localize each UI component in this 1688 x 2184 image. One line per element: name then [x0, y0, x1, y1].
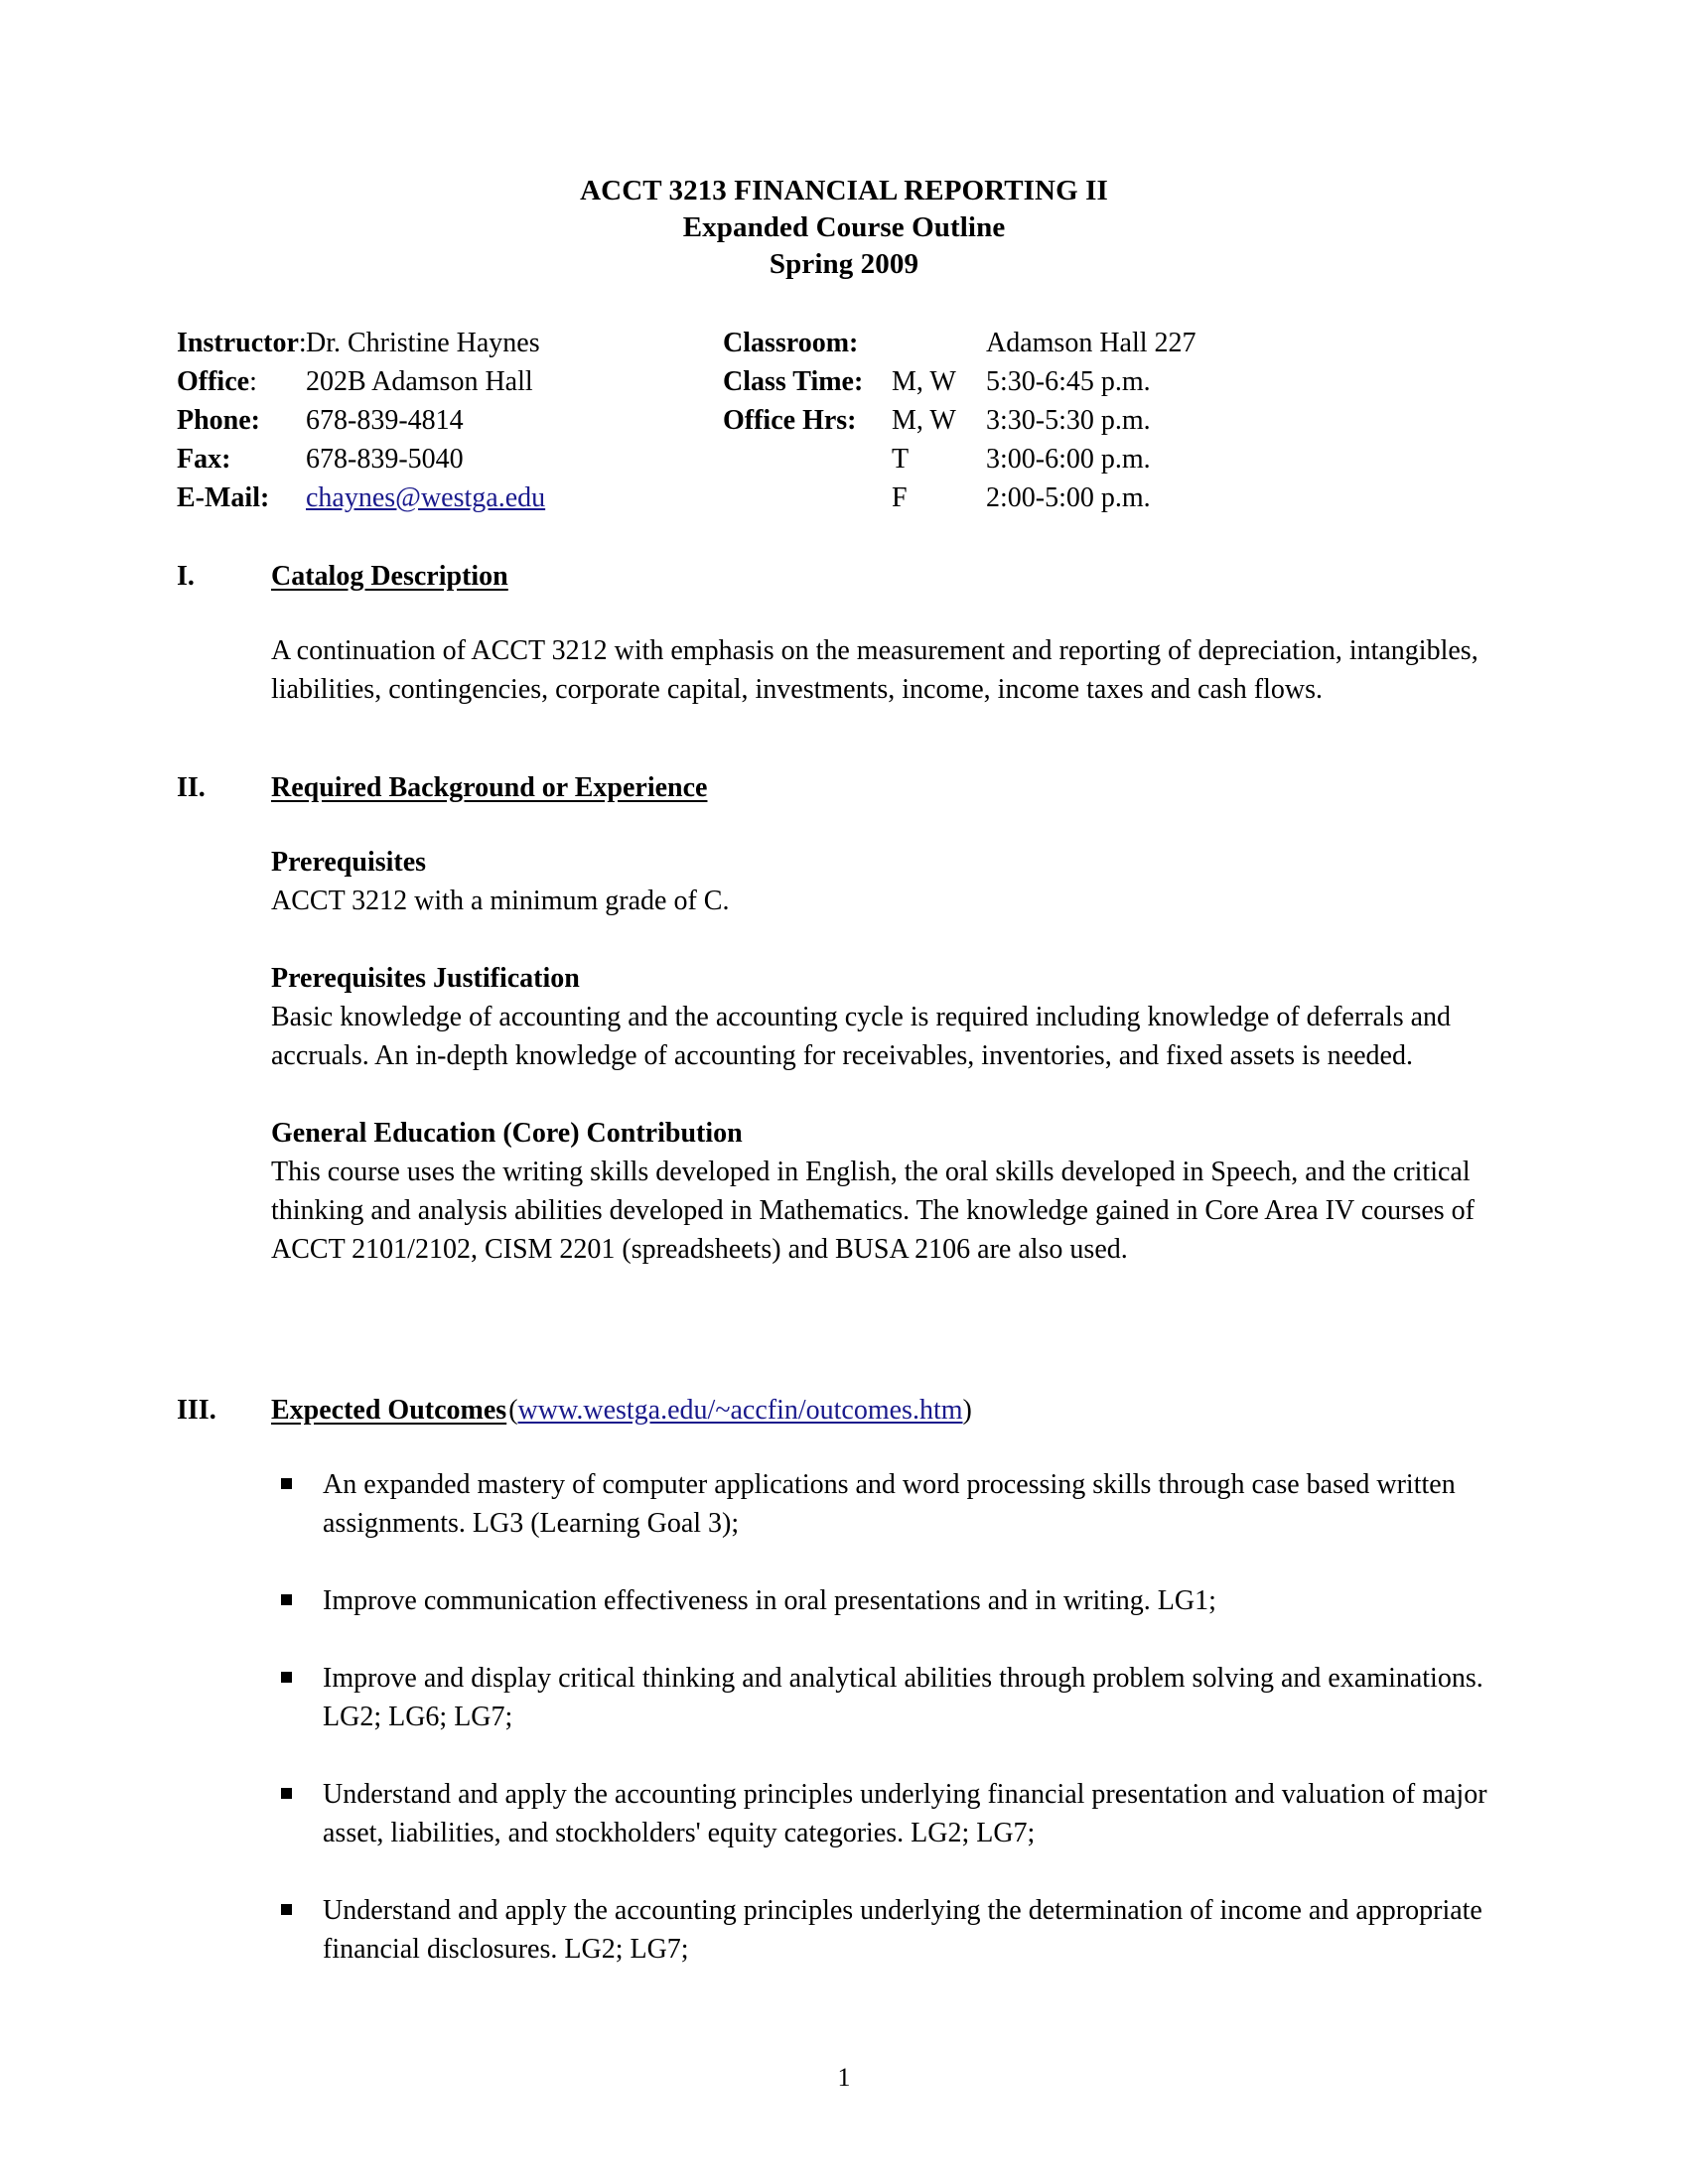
list-item — [281, 1581, 1542, 1620]
contact-day-class-time: M, W — [892, 366, 956, 397]
expected-outcomes-list — [281, 1465, 1542, 1969]
email-link[interactable]: chaynes@westga.edu — [306, 482, 546, 513]
contact-row — [177, 444, 1527, 482]
square-bullet-icon — [281, 1672, 292, 1683]
title-line-1: ACCT 3213 FINANCIAL REPORTING II — [580, 175, 1108, 206]
contact-label-office-hours: Office Hrs: — [723, 405, 857, 436]
title-line-3: Spring 2009 — [769, 248, 919, 280]
contact-value-office-hours-mw: 3:30-5:30 p.m. — [986, 405, 1151, 436]
contact-label-email: E-Mail: — [177, 482, 270, 513]
section-number-ii: II. — [177, 772, 206, 803]
subheading-general-education: General Education (Core) Contribution — [271, 1118, 743, 1149]
prerequisites-group — [271, 843, 1542, 920]
contact-day-office-hours-t: T — [892, 444, 910, 475]
contact-value-fax: 678-839-5040 — [306, 444, 464, 475]
square-bullet-icon — [281, 1904, 292, 1915]
spacer — [177, 593, 1542, 631]
contact-label-phone: Phone: — [177, 405, 260, 436]
contact-value-phone: 678-839-4814 — [306, 405, 464, 436]
contact-value-office-hours-f: 2:00-5:00 p.m. — [986, 482, 1151, 513]
contact-day-office-hours-f: F — [892, 482, 908, 513]
contact-value-instructor: Dr. Christine Haynes — [306, 328, 540, 358]
section-heading — [177, 1395, 1542, 1427]
contact-value-classroom: Adamson Hall 227 — [986, 328, 1196, 358]
section-number-iii: III. — [177, 1395, 216, 1426]
list-item-text: Improve communication effectiveness in oral presentations and in writing. LG1; — [323, 1585, 1216, 1616]
contact-day-office-hours-mw: M, W — [892, 405, 956, 436]
page-number-footer: 1 — [837, 2063, 851, 2092]
list-item-text: Improve and display critical thinking and analytical abilities through problem solving and examinations. LG2; LG6; LG7; — [323, 1663, 1483, 1732]
section-catalog-description — [177, 561, 1542, 709]
contact-value-class-time: 5:30-6:45 p.m. — [986, 366, 1151, 397]
contact-value-email-wrapper — [306, 482, 723, 514]
section-title-required-background: Required Background or Experience — [271, 772, 708, 803]
spacer — [177, 1427, 1542, 1465]
document-title-block — [0, 173, 1688, 283]
square-bullet-icon — [281, 1478, 292, 1489]
list-item — [281, 1775, 1542, 1852]
contact-row — [177, 482, 1527, 521]
section-heading — [177, 561, 1542, 593]
list-item-text: Understand and apply the accounting principles underlying financial presentation and valuation of major asset, liabilities, and stockholders' equity categories. LG2; LG7; — [323, 1779, 1487, 1848]
general-education-body: This course uses the writing skills developed in English, the oral skills developed in Speech, and the critical thinking and analysis abilities developed in Mathematics. The knowledge gained in Core Area IV courses of ACCT 2101/2102, CISM 2201 (spreadsheets) and BUSA 2106 are also used. — [271, 1157, 1475, 1265]
contact-label-instructor: Instructor: — [177, 328, 307, 358]
prerequisites-body: ACCT 3212 with a minimum grade of C. — [271, 886, 730, 916]
contact-label-classroom: Classroom: — [723, 328, 859, 358]
list-item — [281, 1465, 1542, 1543]
contact-value-office-hours-t: 3:00-6:00 p.m. — [986, 444, 1151, 475]
outcomes-url-wrapper — [508, 1395, 972, 1427]
section-number-i: I. — [177, 561, 195, 592]
section-expected-outcomes — [177, 1395, 1542, 2007]
square-bullet-icon — [281, 1594, 292, 1605]
outcomes-url-link[interactable]: www.westga.edu/~accfin/outcomes.htm — [517, 1395, 963, 1426]
square-bullet-icon — [281, 1788, 292, 1799]
list-item — [281, 1659, 1542, 1736]
contact-value-office: 202B Adamson Hall — [306, 366, 533, 397]
contact-row — [177, 405, 1527, 444]
prerequisites-justification-group — [271, 959, 1542, 1075]
section-title-catalog-description: Catalog Description — [271, 561, 508, 592]
subheading-prerequisites: Prerequisites — [271, 847, 427, 878]
contact-label-office: Office: — [177, 366, 257, 397]
instructor-contact-block — [177, 328, 1527, 521]
section-required-background — [177, 772, 1542, 1269]
spacer — [177, 920, 1542, 959]
spacer — [177, 1075, 1542, 1114]
subheading-prerequisites-justification: Prerequisites Justification — [271, 963, 580, 994]
section-title-expected-outcomes: Expected Outcomes — [271, 1395, 507, 1426]
spacer — [177, 804, 1542, 843]
contact-row — [177, 328, 1527, 366]
paren-open: ( — [508, 1395, 518, 1426]
list-item-text: Understand and apply the accounting principles underlying the determination of income and appropriate financial disclosures. LG2; LG7; — [323, 1895, 1482, 1965]
catalog-description-body: A continuation of ACCT 3212 with emphasis on the measurement and reporting of depreciation, intangibles, liabilities, contingencies, corporate capital, investments, income, income taxes and cash flows. — [271, 635, 1478, 705]
list-item — [281, 1891, 1542, 1969]
section-heading — [177, 772, 1542, 804]
general-education-group — [271, 1114, 1542, 1269]
contact-label-class-time: Class Time: — [723, 366, 864, 397]
list-item-text: An expanded mastery of computer applications and word processing skills through case based written assignments. LG3 (Learning Goal 3); — [323, 1469, 1456, 1539]
prerequisites-justification-body: Basic knowledge of accounting and the accounting cycle is required including knowledge of deferrals and accruals. An in-depth knowledge of accounting for receivables, inventories, and fixed assets is needed. — [271, 1002, 1452, 1071]
contact-label-fax: Fax: — [177, 444, 231, 475]
title-line-2: Expanded Course Outline — [682, 211, 1006, 243]
contact-row — [177, 366, 1527, 405]
paren-close: ) — [962, 1395, 972, 1426]
